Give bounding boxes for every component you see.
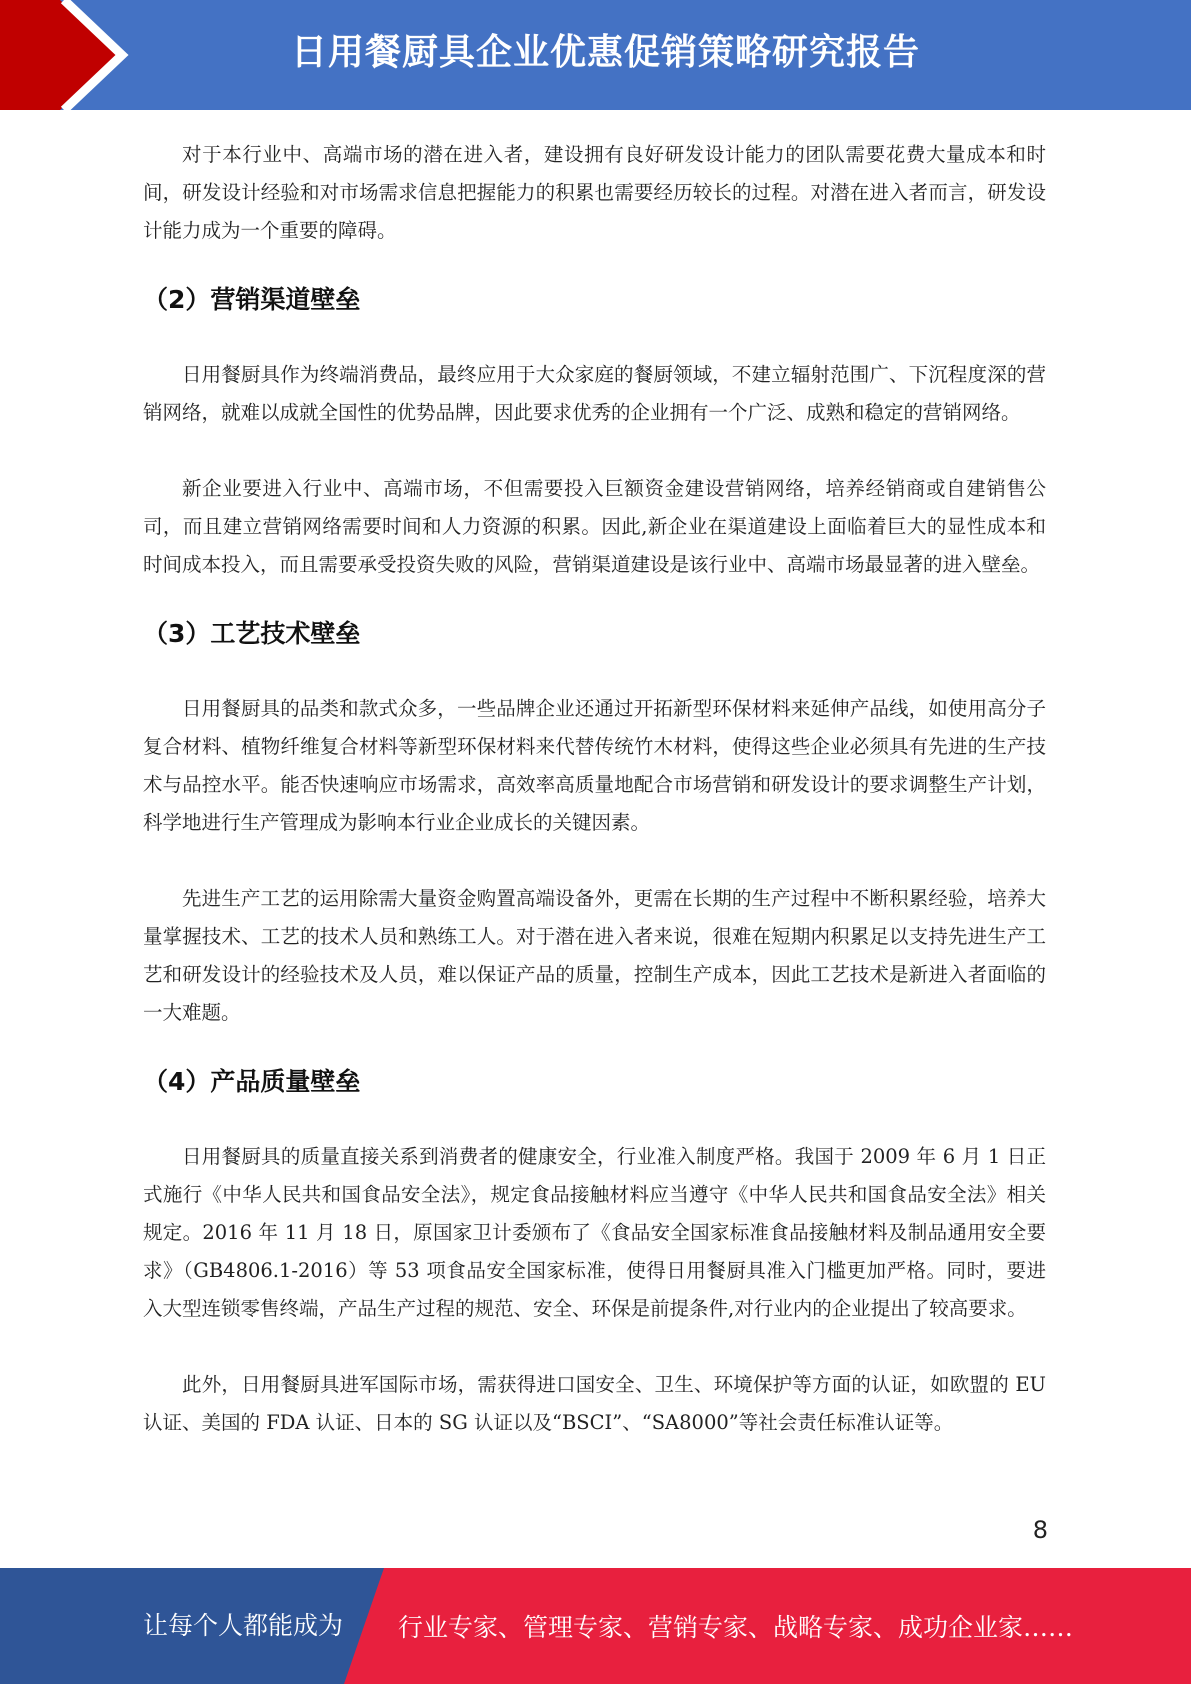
- report-title: 日用餐厨具企业优惠促销策略研究报告: [290, 32, 920, 73]
- paragraph: 日用餐厨具作为终端消费品，最终应用于大众家庭的餐厨领域，不建立辐射范围广、下沉程度深的营销网络，就难以成就全国性的优势品牌，因此要求优秀的企业拥有一个广泛、成熟和稳定的营销网络。: [143, 363, 1046, 424]
- footer-slogan-right: 行业专家、管理专家、营销专家、战略专家、成功企业家……: [398, 1613, 1074, 1642]
- section-heading-process-technology: （3）工艺技术壁垒: [143, 619, 361, 648]
- intro-paragraph: 对于本行业中、高端市场的潜在进入者，建设拥有良好研发设计能力的团队需要花费大量成本和时间，研发设计经验和对市场需求信息把握能力的积累也需要经历较长的过程。对潜在进入者而言，研发设计能力成为一个重要的障碍。: [143, 143, 1046, 242]
- footer-slogan-left: 让每个人都能成为: [143, 1611, 344, 1640]
- paragraph: 日用餐厨具的品类和款式众多，一些品牌企业还通过开拓新型环保材料来延伸产品线，如使用高分子复合材料、植物纤维复合材料等新型环保材料来代替传统竹木材料，使得这些企业必须具有先进的生产技术与品控水平。能否快速响应市场需求，高效率高质量地配合市场营销和研发设计的要求调整生产计划，科学地进行生产管理成为影响本行业企业成长的关键因素。: [143, 697, 1046, 834]
- footer-banner: [0, 1568, 1191, 1684]
- header-banner: [0, 0, 1191, 110]
- section-heading-marketing-channel: （2）营销渠道壁垒: [143, 285, 361, 314]
- paragraph: 先进生产工艺的运用除需大量资金购置高端设备外，更需在长期的生产过程中不断积累经验，培养大量掌握技术、工艺的技术人员和熟练工人。对于潜在进入者来说，很难在短期内积累足以支持先进生产工艺和研发设计的经验技术及人员，难以保证产品的质量，控制生产成本，因此工艺技术是新进入者面临的一大难题。: [143, 887, 1046, 1024]
- main-content: [143, 136, 1046, 1442]
- paragraph: 此外，日用餐厨具进军国际市场，需获得进口国安全、卫生、环境保护等方面的认证，如欧盟的 EU 认证、美国的 FDA 认证、日本的 SG 认证以及“BSCI”、“SA8000”等社会责任标准认证等。: [143, 1373, 1046, 1434]
- paragraph: 新企业要进入行业中、高端市场，不但需要投入巨额资金建设营销网络，培养经销商或自建销售公司，而且建立营销网络需要时间和人力资源的积累。因此,新企业在渠道建设上面临着巨大的显性成本和时间成本投入，而且需要承受投资失败的风险，营销渠道建设是该行业中、高端市场最显著的进入壁垒。: [143, 477, 1046, 576]
- page-number: 8: [1032, 1516, 1048, 1544]
- section-heading-product-quality: （4）产品质量壁垒: [143, 1067, 361, 1096]
- paragraph: 日用餐厨具的质量直接关系到消费者的健康安全，行业准入制度严格。我国于 2009 年 6 月 1 日正式施行《中华人民共和国食品安全法》，规定食品接触材料应当遵守《中华人民共和国食品安全法》相关规定。2016 年 11 月 18 日，原国家卫计委颁布了《食品安全国家标准食品接触材料及制品通用安全要求》（GB4806.1-2016）等 53 项食品安全国家标准，使得日用餐厨具准入门槛更加严格。同时，要进入大型连锁零售终端，产品生产过程的规范、安全、环保是前提条件,对行业内的企业提出了较高要求。: [143, 1145, 1046, 1320]
